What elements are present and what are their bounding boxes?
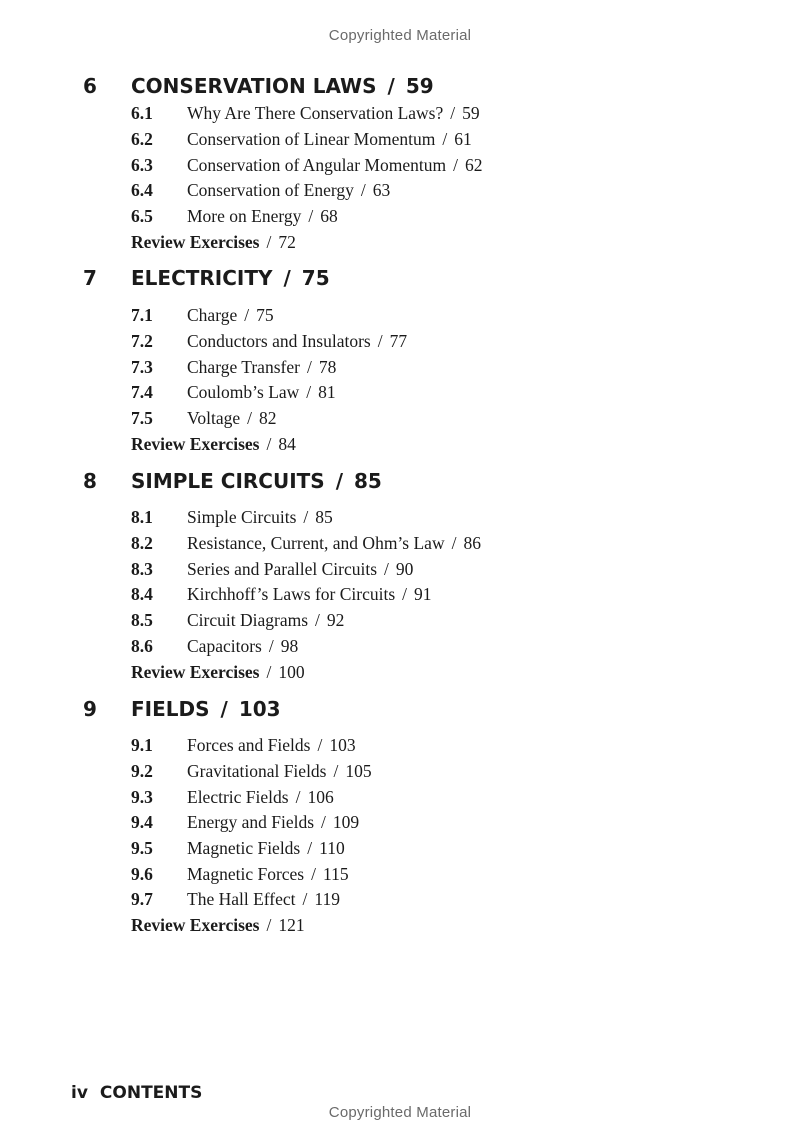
- toc-entry: [0, 382, 800, 406]
- section-title: Conservation of Linear Momentum: [187, 129, 436, 149]
- review-page: 121: [278, 915, 305, 935]
- chapter-page: 85: [354, 469, 382, 493]
- section-number: 9.5: [131, 838, 153, 858]
- chapter-number: 7: [83, 266, 97, 290]
- section-number: 6.2: [131, 129, 153, 149]
- section-title: More on Energy: [187, 206, 302, 226]
- section-page: 85: [315, 507, 333, 527]
- section-title: Energy and Fields: [187, 812, 315, 832]
- chapter-title-line: ELECTRICITY / 75: [131, 266, 330, 290]
- section-title: Coulomb’s Law: [187, 382, 300, 402]
- toc-entry: [0, 636, 800, 660]
- section-number: 7.2: [131, 331, 153, 351]
- toc-entry: [0, 408, 800, 432]
- chapter-7: [0, 266, 800, 454]
- section-title: Magnetic Forces: [187, 864, 305, 884]
- page-number: iv: [71, 1083, 88, 1103]
- section-title: Why Are There Conservation Laws?: [187, 103, 444, 123]
- section-title-line: Conservation of Linear Momentum / 61: [187, 129, 472, 149]
- review-page: 72: [278, 232, 296, 252]
- review-label: Review Exercises: [131, 434, 260, 454]
- chapter-6: [0, 74, 800, 252]
- section-page: 62: [464, 155, 483, 175]
- section-page: 68: [320, 206, 338, 226]
- toc-entry: [0, 533, 800, 557]
- chapter-title: ELECTRICITY: [131, 266, 273, 290]
- section-title: Conservation of Energy: [187, 180, 354, 200]
- running-footer-label: CONTENTS: [99, 1083, 203, 1103]
- section-page: 110: [319, 838, 345, 858]
- section-title-line: Energy and Fields / 109: [187, 812, 360, 832]
- section-title-line: Capacitors / 98: [187, 636, 299, 656]
- section-title: Resistance, Current, and Ohm’s Law: [187, 533, 445, 553]
- section-title-line: Resistance, Current, and Ohm’s Law / 86: [187, 533, 481, 553]
- toc-entry: [0, 507, 800, 531]
- section-page: 63: [372, 180, 391, 200]
- chapter-title-line: SIMPLE CIRCUITS / 85: [131, 469, 382, 493]
- section-title-line: Gravitational Fields / 105: [187, 761, 372, 781]
- toc-entry: [0, 838, 800, 862]
- chapter-number: 8: [83, 469, 97, 493]
- section-title: Series and Parallel Circuits: [187, 559, 378, 579]
- section-number: 6.3: [131, 155, 153, 175]
- section-title-line: Simple Circuits / 85: [187, 507, 333, 527]
- section-title: Voltage: [187, 408, 241, 428]
- chapter-8: [0, 469, 800, 682]
- toc-entry: [0, 864, 800, 888]
- section-number: 6.5: [131, 206, 153, 226]
- section-title-line: Voltage / 82: [187, 408, 277, 428]
- section-number: 8.3: [131, 559, 153, 579]
- chapter-number: 9: [83, 697, 97, 721]
- toc-entry: [0, 735, 800, 759]
- section-title-line: Charge / 75: [187, 305, 274, 325]
- section-title-line: Conductors and Insulators / 77: [187, 331, 408, 351]
- section-page: 115: [323, 864, 349, 884]
- section-page: 119: [314, 889, 340, 909]
- section-page: 92: [326, 610, 345, 630]
- section-number: 8.5: [131, 610, 153, 630]
- section-title-line: Magnetic Fields / 110: [187, 838, 345, 858]
- section-page: 90: [395, 559, 414, 579]
- section-number: 7.3: [131, 357, 153, 377]
- section-title: Electric Fields: [187, 787, 289, 807]
- section-title-line: Magnetic Forces / 115: [187, 864, 349, 884]
- review-page: 100: [278, 662, 305, 682]
- section-number: 9.6: [131, 864, 153, 884]
- chapter-title-line: CONSERVATION LAWS / 59: [131, 74, 434, 98]
- section-title-line: Electric Fields / 106: [187, 787, 334, 807]
- section-title-line: Circuit Diagrams / 92: [187, 610, 345, 630]
- review-exercises-entry: Review Exercises / 72: [131, 232, 296, 252]
- section-title: Forces and Fields: [187, 735, 311, 755]
- copyright-footer: Copyrighted Material: [328, 1104, 472, 1121]
- section-page: 61: [454, 129, 472, 149]
- section-page: 86: [463, 533, 481, 553]
- section-number: 6.4: [131, 180, 153, 200]
- section-number: 8.4: [131, 584, 153, 604]
- section-page: 77: [389, 331, 408, 351]
- section-title: Simple Circuits: [187, 507, 297, 527]
- section-number: 8.2: [131, 533, 153, 553]
- section-number: 7.1: [131, 305, 153, 325]
- section-title: Kirchhoff’s Laws for Circuits: [187, 584, 396, 604]
- chapter-title: CONSERVATION LAWS: [131, 74, 377, 98]
- review-label: Review Exercises: [131, 915, 260, 935]
- toc-entry: [0, 357, 800, 381]
- toc-entry: [0, 584, 800, 608]
- toc-entry: [0, 180, 800, 204]
- section-title: Capacitors: [187, 636, 262, 656]
- section-number: 9.3: [131, 787, 153, 807]
- review-label: Review Exercises: [131, 232, 260, 252]
- section-page: 82: [259, 408, 277, 428]
- section-title: Magnetic Fields: [187, 838, 301, 858]
- section-number: 8.6: [131, 636, 153, 656]
- chapter-9: [0, 697, 800, 935]
- toc-entry: [0, 889, 800, 913]
- toc-entry: [0, 103, 800, 127]
- toc-entry: [0, 787, 800, 811]
- section-number: 9.4: [131, 812, 153, 832]
- toc-entry: [0, 559, 800, 583]
- toc-entry: [0, 331, 800, 355]
- review-exercises-entry: Review Exercises / 100: [131, 662, 305, 682]
- section-title-line: Conservation of Energy / 63: [187, 180, 391, 200]
- chapter-heading: [0, 469, 800, 497]
- toc-entry: [0, 206, 800, 230]
- section-title: Circuit Diagrams: [187, 610, 309, 630]
- section-title-line: Charge Transfer / 78: [187, 357, 337, 377]
- chapter-heading: [0, 266, 800, 294]
- section-title: Charge: [187, 305, 238, 325]
- section-title-line: Series and Parallel Circuits / 90: [187, 559, 414, 579]
- section-title: Gravitational Fields: [187, 761, 327, 781]
- section-page: 78: [318, 357, 337, 377]
- toc-entry: [0, 761, 800, 785]
- section-number: 7.4: [131, 382, 153, 402]
- page-footer: [71, 1083, 202, 1103]
- toc-entry: [0, 155, 800, 179]
- section-number: 9.7: [131, 889, 153, 909]
- section-title-line: Coulomb’s Law / 81: [187, 382, 336, 402]
- copyright-header: Copyrighted Material: [328, 27, 472, 44]
- section-title-line: More on Energy / 68: [187, 206, 338, 226]
- section-page: 75: [256, 305, 274, 325]
- toc-entry: [0, 812, 800, 836]
- chapter-title: SIMPLE CIRCUITS: [131, 469, 325, 493]
- section-title: Conservation of Angular Momentum: [187, 155, 447, 175]
- section-page: 81: [318, 382, 336, 402]
- chapter-heading: [0, 74, 800, 102]
- review-label: Review Exercises: [131, 662, 260, 682]
- chapter-page: 75: [301, 266, 330, 290]
- section-page: 109: [332, 812, 360, 832]
- section-title: The Hall Effect: [187, 889, 296, 909]
- section-title-line: Conservation of Angular Momentum / 62: [187, 155, 483, 175]
- section-number: 9.2: [131, 761, 153, 781]
- chapter-page: 103: [238, 697, 281, 721]
- chapter-page: 59: [405, 74, 434, 98]
- chapter-heading: [0, 697, 800, 725]
- section-page: 106: [307, 787, 334, 807]
- section-title-line: Forces and Fields / 103: [187, 735, 356, 755]
- section-number: 7.5: [131, 408, 153, 428]
- chapter-title: FIELDS: [131, 697, 210, 721]
- section-number: 8.1: [131, 507, 153, 527]
- section-page: 103: [329, 735, 356, 755]
- section-title-line: Why Are There Conservation Laws? / 59: [187, 103, 480, 123]
- section-number: 9.1: [131, 735, 153, 755]
- review-page: 84: [278, 434, 296, 454]
- review-exercises-entry: Review Exercises / 121: [131, 915, 305, 935]
- section-number: 6.1: [131, 103, 153, 123]
- section-page: 59: [462, 103, 480, 123]
- section-title: Charge Transfer: [187, 357, 300, 377]
- toc-entry: [0, 610, 800, 634]
- section-title-line: Kirchhoff’s Laws for Circuits / 91: [187, 584, 432, 604]
- review-exercises-entry: Review Exercises / 84: [131, 434, 296, 454]
- section-page: 98: [280, 636, 299, 656]
- chapter-title-line: FIELDS / 103: [131, 697, 281, 721]
- chapter-number: 6: [83, 74, 97, 98]
- section-title-line: The Hall Effect / 119: [187, 889, 340, 909]
- section-page: 105: [345, 761, 372, 781]
- section-page: 91: [414, 584, 432, 604]
- toc-entry: [0, 129, 800, 153]
- section-title: Conductors and Insulators: [187, 331, 371, 351]
- toc-entry: [0, 305, 800, 329]
